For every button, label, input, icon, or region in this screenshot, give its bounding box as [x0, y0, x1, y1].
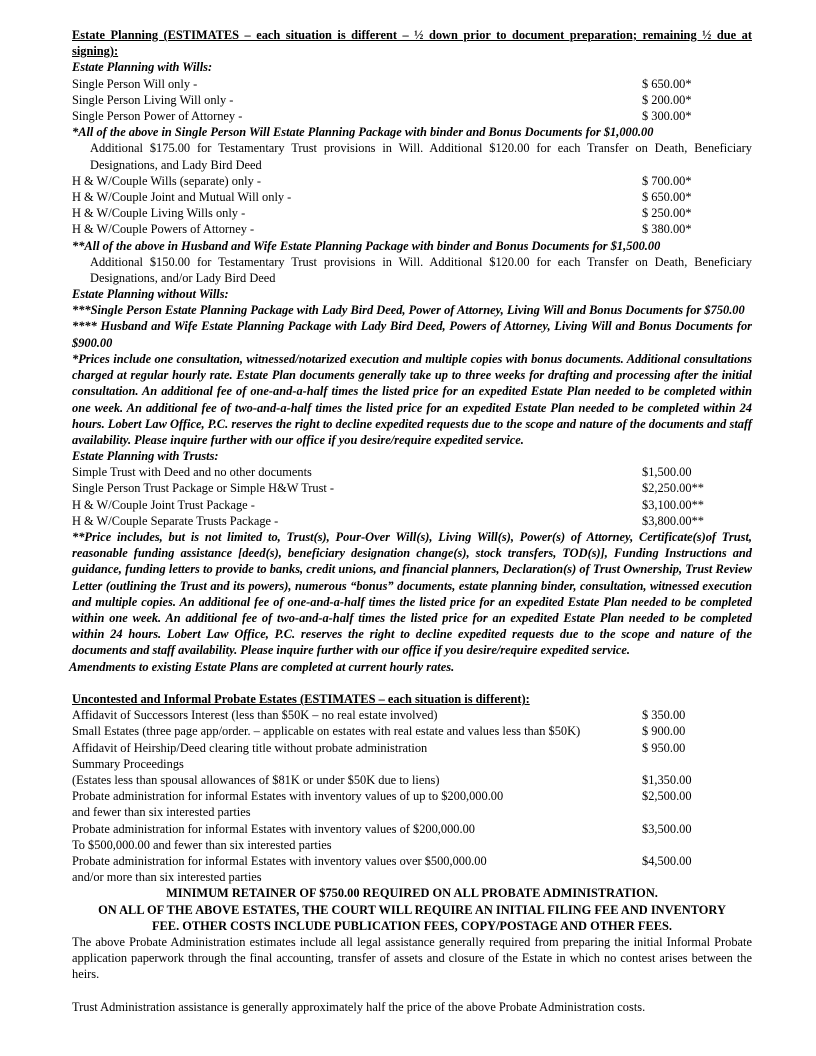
trust-administration-note: Trust Administration assistance is generally approximately half the price of the above Probate Administration costs.	[72, 999, 646, 1014]
fee-row	[72, 740, 752, 756]
trust-price-includes-note: **Price includes, but is not limited to, Trust(s), Pour-Over Will(s), Living Will(s), Power(s) of Attorney, Certificate(s)of Trust, reasonable funding assistance [deed(s), beneficiary designation change(s), stock transfers, TOD(s)], Funding Instructions and guidance, funding letters to provide to banks, credit unions, and financial planners, Declaration(s) of Trust Ownership, Trust Review Letter (outlining the Trust and its powers), numerous “bonus” documents, estate planning binder, consultation, witnessed execution and multiple copies. An additional fee of one-and-a-half times the listed price for an expedited Estate Plan needed to be completed within one week. An additional fee of two-and-a-half times the listed price for an expedited Estate Plan needed to be completed within 24 hours. Lobert Law Office, P.C. reserves the right to decline expedited requests due to the scope and nature of the documents and staff availability. Please inquire further with our office if you desire/require expedited service.	[72, 530, 752, 658]
fee-price: $2,250.00**	[642, 481, 704, 496]
fee-label-continued: and/or more than six interested parties	[72, 870, 262, 885]
fee-row	[72, 92, 752, 108]
fee-label: Small Estates (three page app/order. – applicable on estates with real estate and values less than $50K)	[72, 724, 581, 739]
trusts-subheading: Estate Planning with Trusts:	[72, 449, 219, 464]
estate-planning-heading: Estate Planning (ESTIMATES – each situation is different – ½ down prior to document preparation; remaining ½ due at signing):	[72, 28, 752, 59]
fee-row	[72, 480, 752, 496]
fee-label: Probate administration for informal Estates with inventory values of up to $200,000.00	[72, 789, 504, 804]
wills-subheading: Estate Planning with Wills:	[72, 60, 213, 75]
without-wills-subheading: Estate Planning without Wills:	[72, 287, 229, 302]
probate-estimates-note: The above Probate Administration estimates include all legal assistance generally required from preparing the initial Informal Probate application paperwork through the final accounting, transfer of assets and closure of the Estate in which no contest arises between the heirs.	[72, 934, 752, 982]
couple-no-will-package: **** Husband and Wife Estate Planning Package with Lady Bird Deed, Powers of Attorney, Living Will and Bonus Documents for $900.00	[72, 319, 752, 350]
summary-label: Summary Proceedings	[72, 756, 184, 771]
fee-row	[72, 221, 752, 237]
fee-row	[72, 723, 752, 739]
fee-label: H & W/Couple Joint Trust Package -	[72, 497, 255, 512]
fee-label: (Estates less than spousal allowances of $81K or under $50K due to liens)	[72, 772, 440, 787]
fee-label: Single Person Power of Attorney -	[72, 108, 243, 123]
fee-label: Simple Trust with Deed and no other documents	[72, 465, 312, 480]
fee-price: $4,500.00	[642, 853, 692, 868]
fee-row	[72, 173, 752, 189]
minimum-retainer-notice: MINIMUM RETAINER OF $750.00 REQUIRED ON ALL PROBATE ADMINISTRATION.	[166, 886, 658, 901]
fee-label: Single Person Trust Package or Simple H&W Trust -	[72, 481, 335, 496]
single-package-note: *All of the above in Single Person Will Estate Planning Package with binder and Bonus Documents for $1,000.00	[72, 125, 654, 140]
fee-price: $1,350.00	[642, 772, 692, 787]
fee-price: $ 900.00	[642, 724, 686, 739]
single-no-will-package: ***Single Person Estate Planning Package with Lady Bird Deed, Power of Attorney, Living Will and Bonus Documents for $750.00	[72, 303, 745, 318]
fee-label: H & W/Couple Living Wills only -	[72, 206, 246, 221]
fee-row	[72, 464, 752, 480]
court-fee-notice: ON ALL OF THE ABOVE ESTATES, THE COURT WILL REQUIRE AN INITIAL FILING FEE AND INVENTORY FEE. OTHER COSTS INCLUDE PUBLICATION FEES, COPY/POSTAGE AND OTHER FEES.	[98, 902, 726, 933]
fee-row	[72, 788, 752, 804]
fee-price: $ 950.00	[642, 740, 686, 755]
fee-price: $3,800.00**	[642, 513, 704, 528]
fee-row	[72, 707, 752, 723]
couple-package-note: **All of the above in Husband and Wife Estate Planning Package with binder and Bonus Documents for $1,500.00	[72, 238, 661, 253]
fee-row	[72, 497, 752, 513]
fee-schedule-page	[69, 27, 752, 1015]
fee-label: H & W/Couple Wills (separate) only -	[72, 173, 261, 188]
fee-price: $ 250.00*	[642, 206, 692, 221]
fee-label: Affidavit of Heirship/Deed clearing title without probate administration	[72, 740, 428, 755]
fee-price: $ 700.00*	[642, 173, 692, 188]
fee-label-continued: and fewer than six interested parties	[72, 805, 251, 820]
fee-label: H & W/Couple Powers of Attorney -	[72, 222, 255, 237]
fee-label: Probate administration for informal Estates with inventory values of $200,000.00	[72, 821, 475, 836]
fee-row	[72, 205, 752, 221]
fee-price: $3,100.00**	[642, 497, 704, 512]
fee-price: $ 650.00*	[642, 76, 692, 91]
fee-label: Single Person Living Will only -	[72, 92, 234, 107]
fee-price: $1,500.00	[642, 465, 692, 480]
fee-label: H & W/Couple Joint and Mutual Will only -	[72, 189, 292, 204]
couple-additional-note: Additional $150.00 for Testamentary Trust provisions in Will. Additional $120.00 for each Transfer on Death, Beneficiary Designations, and/or Lady Bird Deed	[90, 254, 752, 285]
fee-label: Affidavit of Successors Interest (less than $50K – no real estate involved)	[72, 708, 438, 723]
probate-heading: Uncontested and Informal Probate Estates (ESTIMATES – each situation is different):	[72, 692, 530, 707]
fee-price: $3,500.00	[642, 821, 692, 836]
fee-row	[72, 513, 752, 529]
single-additional-note: Additional $175.00 for Testamentary Trust provisions in Will. Additional $120.00 for each Transfer on Death, Beneficiary Designations, and Lady Bird Deed	[90, 141, 752, 172]
fee-label: Single Person Will only -	[72, 76, 198, 91]
amendments-note: Amendments to existing Estate Plans are completed at current hourly rates.	[69, 659, 455, 674]
fee-row	[72, 772, 752, 788]
fee-price: $2,500.00	[642, 789, 692, 804]
fee-row	[72, 76, 752, 92]
fee-price: $ 200.00*	[642, 92, 692, 107]
fee-label: H & W/Couple Separate Trusts Package -	[72, 513, 279, 528]
fee-price: $ 380.00*	[642, 222, 692, 237]
fee-row	[72, 853, 752, 869]
fee-price: $ 650.00*	[642, 189, 692, 204]
fee-label: Probate administration for informal Estates with inventory values over $500,000.00	[72, 853, 487, 868]
prices-include-note: *Prices include one consultation, witnessed/notarized execution and multiple copies with bonus documents. Additional consultations charged at regular hourly rate. Estate Plan documents generally take up to three weeks for drafting and processing after the initial consultation. An additional fee of one-and-a-half times the listed price for an expedited Estate Plan needed to be completed within one week. An additional fee of two-and-a-half times the listed price for an expedited Estate Plan needed to be completed within 24 hours. Lobert Law Office, P.C. reserves the right to decline expedited requests due to the scope and nature of the documents and staff availability. Please inquire further with our office if you desire/require expedited service.	[72, 351, 752, 447]
fee-price: $ 300.00*	[642, 108, 692, 123]
fee-label-continued: To $500,000.00 and fewer than six interested parties	[72, 837, 332, 852]
fee-price: $ 350.00	[642, 708, 686, 723]
fee-row	[72, 821, 752, 837]
fee-row	[72, 108, 752, 124]
fee-row	[72, 189, 752, 205]
